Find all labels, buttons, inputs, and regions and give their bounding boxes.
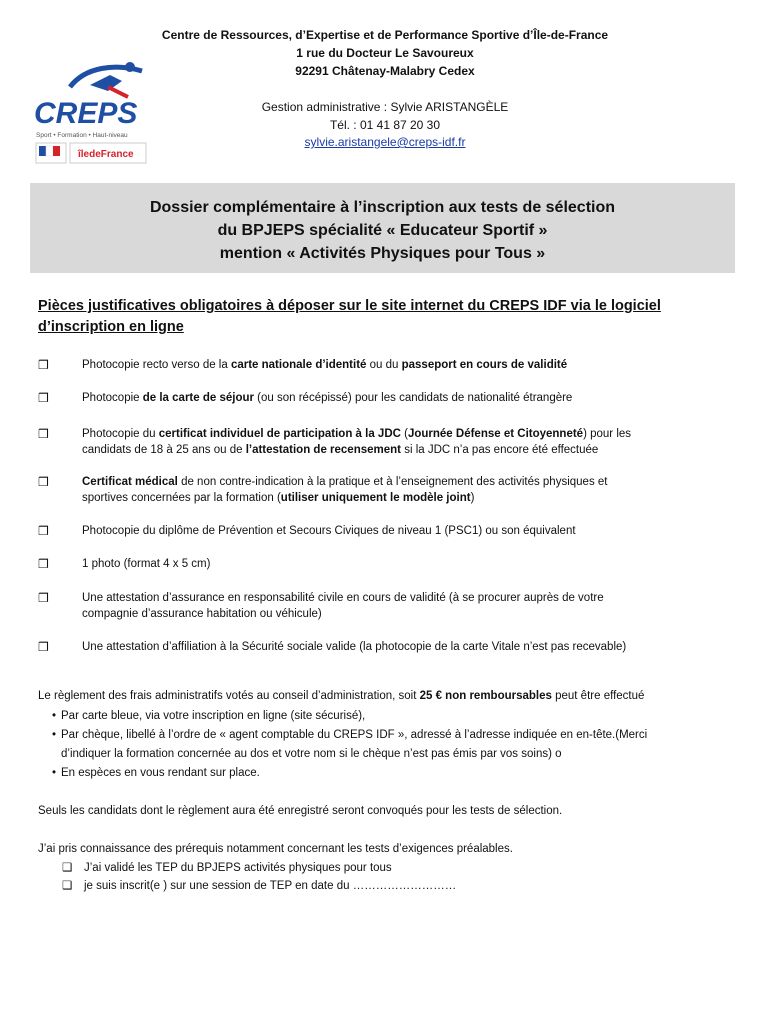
bullet-icon: • bbox=[52, 710, 57, 722]
ack-option: ❑ J’ai validé les TEP du BPJEPS activités physiques pour tous bbox=[62, 859, 662, 877]
title-line-2: du BPJEPS spécialité « Educateur Sportif » bbox=[217, 222, 548, 239]
checkbox-icon[interactable]: ❒ bbox=[38, 427, 49, 441]
checkbox-icon[interactable]: ❒ bbox=[38, 524, 49, 538]
list-item bbox=[38, 639, 738, 659]
ack-intro: J’ai pris connaissance des prérequis notamment concernant les tests d’exigences préalables. bbox=[38, 843, 513, 855]
header-line-3: 92291 Châtenay-Malabry Cedex bbox=[295, 64, 475, 78]
bullet-icon: • bbox=[52, 767, 57, 779]
payment-intro: Le règlement des frais administratifs votés au conseil d’administration, soit 25 € non remboursables peut être effectué bbox=[38, 690, 645, 702]
title-line-1: Dossier complémentaire à l’inscription aux tests de sélection bbox=[149, 199, 616, 216]
notice-text: Seuls les candidats dont le règlement aura été enregistré seront convoqués pour les tests de sélection. bbox=[38, 805, 563, 817]
item-text: Photocopie recto verso de la carte nationale d’identité ou du passeport en cours de validité bbox=[82, 359, 568, 371]
list-item bbox=[38, 556, 738, 576]
title-box bbox=[30, 183, 735, 273]
item-text: Photocopie du certificat individuel de participation à la JDC (Journée Défense et Citoyenneté) pour les candidats de 18 à 25 ans ou de l’attestation de recensement si la JDC n’a pas encore été effectuée bbox=[82, 428, 632, 456]
header-line-1: Centre de Ressources, d’Expertise et de Performance Sportive d’Île-de-France bbox=[161, 28, 609, 42]
checkbox-icon[interactable]: ❒ bbox=[38, 557, 49, 571]
bullet-icon: • bbox=[52, 729, 57, 741]
contact-phone: Tél. : 01 41 87 20 30 bbox=[329, 118, 441, 132]
title-line-3: mention « Activités Physiques pour Tous » bbox=[219, 245, 546, 262]
header-line-2: 1 rue du Docteur Le Savoureux bbox=[296, 46, 474, 60]
contact-email-link[interactable]: sylvie.aristangele@creps-idf.fr bbox=[304, 135, 466, 149]
checkbox-icon[interactable]: ❑ bbox=[62, 862, 73, 874]
creps-logo bbox=[30, 57, 152, 167]
section-title: Pièces justificatives obligatoires à déposer sur le site internet du CREPS IDF via le logiciel d’inscription en ligne bbox=[38, 298, 661, 335]
list-item bbox=[38, 523, 738, 543]
checkbox-icon[interactable]: ❒ bbox=[38, 640, 49, 654]
contact-email-row bbox=[225, 135, 545, 149]
payment-bullet: • En espèces en vous rendant sur place. bbox=[52, 764, 742, 783]
logo-tagline: Sport • Formation • Haut-niveau bbox=[36, 132, 128, 139]
list-item bbox=[38, 390, 738, 410]
item-text: Une attestation d’affiliation à la Sécurité sociale valide (la photocopie de la carte Vitale n’est pas recevable) bbox=[82, 641, 627, 653]
logo-region-text: îledeFrance bbox=[78, 149, 134, 160]
item-text: Photocopie de la carte de séjour (ou son récépissé) pour les candidats de nationalité étrangère bbox=[82, 392, 573, 404]
list-item bbox=[38, 357, 738, 377]
item-text: Certificat médical de non contre-indication à la pratique et à l’enseignement des activités physiques et sportives concernées par la formation (utiliser uniquement le modèle joint) bbox=[82, 476, 608, 504]
checkbox-icon[interactable]: ❒ bbox=[38, 391, 49, 405]
item-text: 1 photo (format 4 x 5 cm) bbox=[82, 558, 211, 570]
ack-option: ❑ je suis inscrit(e ) sur une session de TEP en date du ……………………… bbox=[62, 877, 662, 895]
list-item bbox=[38, 474, 738, 508]
list-item bbox=[38, 426, 738, 460]
logo-brand-text: CREPS bbox=[34, 97, 138, 130]
item-text: Une attestation d’assurance en responsabilité civile en cours de validité (à se procurer auprès de votre compagnie d’assurance habitation ou véhicule) bbox=[82, 592, 604, 620]
payment-bullet: • Par chèque, libellé à l’ordre de « agent comptable du CREPS IDF », adressé à l’adresse indiquée en en-tête.(Merci d’indiquer la formation concernée au dos et votre nom si le chèque n’est pas émis par vos soins) o bbox=[52, 726, 742, 764]
checkbox-icon[interactable]: ❒ bbox=[38, 358, 49, 372]
payment-bullet: • Par carte bleue, via votre inscription en ligne (site sécurisé), bbox=[52, 707, 742, 726]
checkbox-icon[interactable]: ❒ bbox=[38, 591, 49, 605]
checkbox-icon[interactable]: ❒ bbox=[38, 475, 49, 489]
item-text: Photocopie du diplôme de Prévention et Secours Civiques de niveau 1 (PSC1) ou son équivalent bbox=[82, 525, 576, 537]
list-item bbox=[38, 590, 738, 624]
contact-name: Gestion administrative : Sylvie ARISTANGÈLE bbox=[261, 100, 509, 114]
checkbox-icon[interactable]: ❑ bbox=[62, 880, 73, 892]
